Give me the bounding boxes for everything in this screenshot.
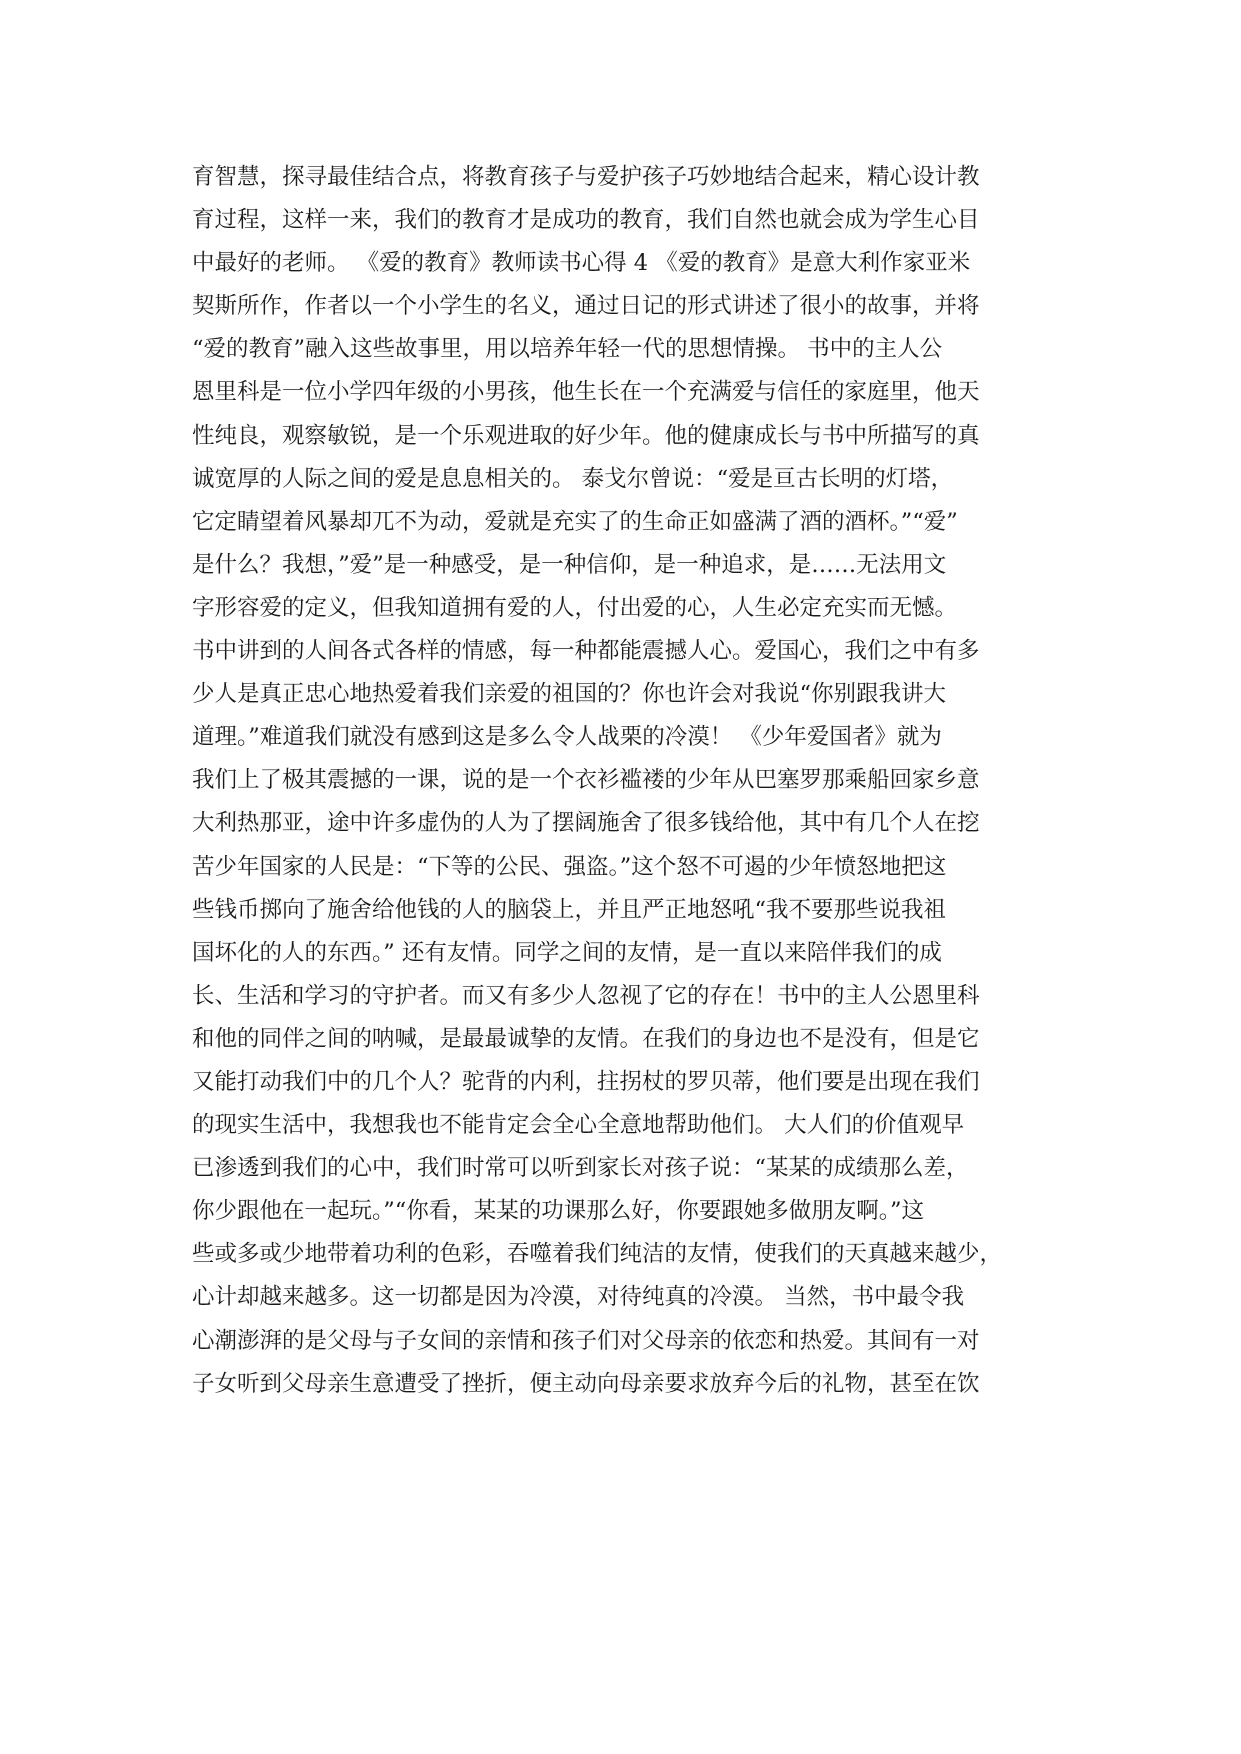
text-line: 性纯良，观察敏锐，是一个乐观进取的好少年。他的健康成长与书中所描写的真 [192, 422, 980, 449]
text-line: 少人是真正忠心地热爱着我们亲爱的祖国的？你也许会对我说“你别跟我讲大 [192, 681, 947, 708]
text-line: 中最好的老师。 《爱的教育》教师读书心得 4 《爱的教育》是意大利作家亚米 [192, 250, 971, 277]
text-line: 心潮澎湃的是父母与子女间的亲情和孩子们对父母亲的依恋和热爱。其间有一对 [192, 1327, 980, 1354]
text-line: 诚宽厚的人际之间的爱是息息相关的。 泰戈尔曾说：“爱是亘古长明的灯塔， [192, 465, 954, 492]
text-line: 书中讲到的人间各式各样的情感，每一种都能震撼人心。爱国心，我们之中有多 [192, 638, 980, 665]
text-line: 育智慧，探寻最佳结合点，将教育孩子与爱护孩子巧妙地结合起来，精心设计教 [192, 164, 980, 190]
text-line: 它定睛望着风暴却兀不为动，爱就是充实了的生命正如盛满了酒的酒杯。”“爱” [192, 508, 958, 535]
text-line: 是什么？我想，”爱”是一种感受，是一种信仰，是一种追求，是……无法用文 [192, 551, 947, 578]
text-line: 字形容爱的定义，但我知道拥有爱的人，付出爱的心，人生必定充实而无憾。 [192, 594, 958, 621]
text-line: 和他的同伴之间的呐喊，是最最诚挚的友情。在我们的身边也不是没有，但是它 [192, 1025, 980, 1052]
text-line: 子女听到父母亲生意遭受了挫折，便主动向母亲要求放弃今后的礼物，甚至在饮 [192, 1370, 980, 1397]
text-line: 契斯所作，作者以一个小学生的名义，通过日记的形式讲述了很小的故事，并将 [192, 293, 980, 320]
text-line: 国坏化的人的东西。” 还有友情。同学之间的友情，是一直以来陪伴我们的成 [192, 939, 942, 966]
text-line: 道理。”难道我们就没有感到这是多么令人战栗的冷漠！ 《少年爱国者》就为 [192, 724, 942, 751]
text-line: 苦少年国家的人民是：“下等的公民、强盗。”这个怒不可遏的少年愤怒地把这 [192, 853, 947, 880]
text-line: 大利热那亚，途中许多虚伪的人为了摆阔施舍了很多钱给他，其中有几个人在挖 [192, 810, 980, 837]
text-line: 些钱币掷向了施舍给他钱的人的脑袋上，并且严正地怒吼“我不要那些说我祖 [192, 896, 947, 923]
text-line: 长、生活和学习的守护者。而又有多少人忽视了它的存在！书中的主人公恩里科 [192, 982, 980, 1009]
text-line: 育过程，这样一来，我们的教育才是成功的教育，我们自然也就会成为学生心目 [192, 207, 980, 234]
text-line: 已渗透到我们的心中，我们时常可以听到家长对孩子说：“某某的成绩那么差， [192, 1155, 969, 1182]
text-line: 我们上了极其震撼的一课，说的是一个衣衫褴褛的少年从巴塞罗那乘船回家乡意 [192, 767, 980, 794]
text-line: 你少跟他在一起玩。”“你看，某某的功课那么好，你要跟她多做朋友啊。”这 [192, 1198, 925, 1225]
text-line: 的现实生活中，我想我也不能肯定会全心全意地帮助他们。 大人们的价值观早 [192, 1112, 965, 1139]
text-line: 恩里科是一位小学四年级的小男孩，他生长在一个充满爱与信任的家庭里，他天 [192, 379, 980, 406]
body-text [192, 156, 1052, 1406]
text-line: 些或多或少地带着功利的色彩，吞噬着我们纯洁的友情，使我们的天真越来越少， [192, 1241, 1003, 1268]
text-line: 心计却越来越多。这一切都是因为冷漠，对待纯真的冷漠。 当然，书中最令我 [192, 1284, 965, 1311]
text-line: “爱的教育”融入这些故事里，用以培养年轻一代的思想情操。 书中的主人公 [192, 336, 943, 363]
text-line: 又能打动我们中的几个人？驼背的内利，拄拐杖的罗贝蒂，他们要是出现在我们 [192, 1068, 980, 1095]
